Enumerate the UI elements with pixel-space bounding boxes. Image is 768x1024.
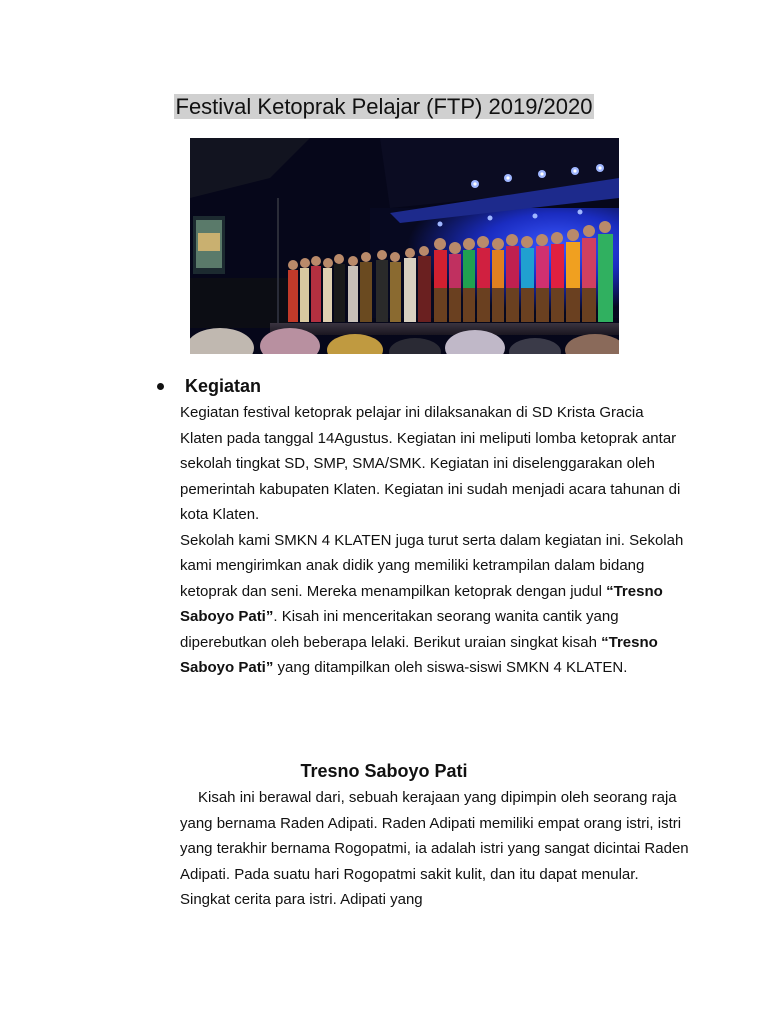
bullet-heading: Kegiatan [185,375,262,396]
play-title-bold-2: “Tresno Saboyo Pati” [180,633,658,676]
bullet-item-kegiatan [152,373,261,399]
document-title-text: Festival Ketoprak Pelajar (FTP) 2019/2020 [175,94,593,119]
bullet-dot [157,383,164,390]
play-title-bold-1: “Tresno Saboyo Pati” [180,582,663,625]
paragraph-school-text-1: Sekolah kami SMKN 4 KLATEN juga turut serta dalam kegiatan ini. Sekolah kami mengirimkan anak didik yang memiliki ketrampilan dalam bidang ketoprak dan seni. Mereka menampilkan ketoprak dengan judul [180,531,684,600]
section-title: Tresno Saboyo Pati [300,761,468,781]
paragraph-school-text-2: . Kisah ini menceritakan seorang wanita cantik yang diperebutkan oleh beberapa lelaki. Berikut uraian singkat kisah [180,608,619,651]
story-paragraph [180,785,690,913]
story-text: Kisah ini berawal dari, sebuah kerajaan yang dipimpin oleh seorang raja yang bernama Raden Adipati. Raden Adipati memiliki empat orang istri, istri yang terakhir bernama Rogopatmi, ia adalah istri yang sangat dicintai Raden Adipati. Pada suatu hari Rogopatmi sakit kulit, dan itu dapat menular. Singkat cerita para istri. Adipati yang [180,789,689,908]
kegiatan-paragraph [180,400,690,681]
paragraph-school [180,528,690,681]
paragraph-intro: Kegiatan festival ketoprak pelajar ini dilaksanakan di SD Krista Gracia Klaten pada tanggal 14Agustus. Kegiatan ini meliputi lomba ketoprak antar sekolah tingkat SD, SMP, SMA/SMK. Kegiatan ini diselenggarakan oleh pemerintah kabupaten Klaten. Kegiatan ini sudah menjadi acara tahunan di kota Klaten. [180,404,681,523]
document-title [0,92,768,122]
stage-photo [190,138,619,354]
paragraph-school-text-3: yang ditampilkan oleh siswa-siswi SMKN 4 KLATEN. [273,659,628,676]
story-text-line [180,785,690,913]
